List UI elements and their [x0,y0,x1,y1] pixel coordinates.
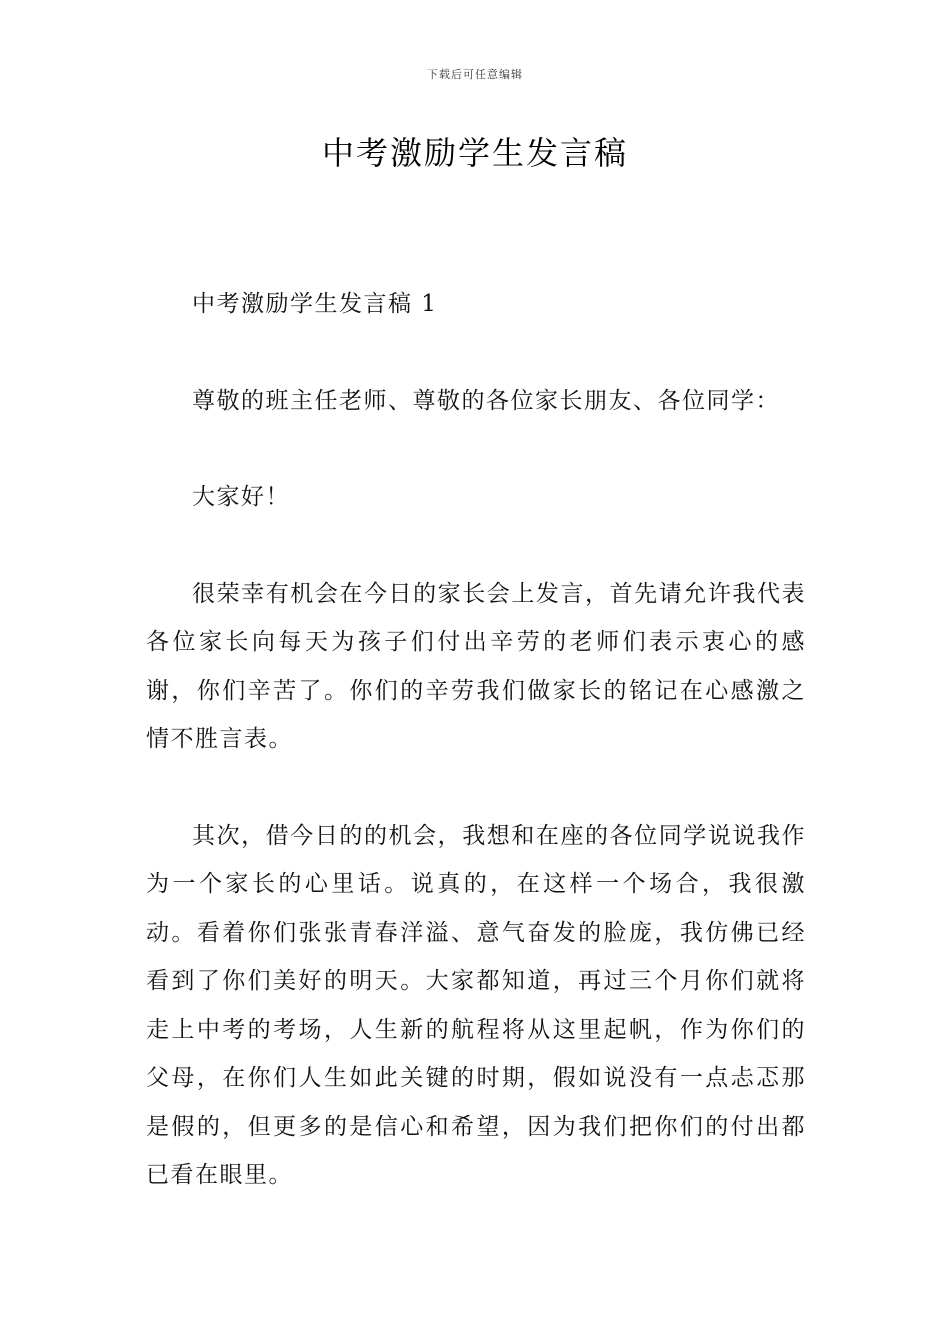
salutation: 尊敬的班主任老师、尊敬的各位家长朋友、各位同学： [192,387,780,414]
document-body [146,280,806,1200]
greeting: 大家好！ [192,484,290,510]
section-heading: 中考激励学生发言稿 1 [192,291,438,317]
header-note: 下载后可任意编辑 [427,68,523,81]
document-title: 中考激励学生发言稿 [321,134,628,172]
paragraph-2: 其次，借今日的的机会，我想和在座的各位同学说说我作为一个家长的心里话。说真的，在这样一个场合，我很激动。看着你们张张青春洋溢、意气奋发的脸庞，我仿佛已经看到了你们美好的明天。大家都知道，再过三个月你们就将走上中考的考场，人生新的航程将从这里起帆，作为你们的父母，在你们人生如此关键的时期，假如说没有一点忐忑那是假的，但更多的是信心和希望，因为我们把你们的付出都已看在眼里。 [146,822,806,1188]
paragraph-1: 很荣幸有机会在今日的家长会上发言，首先请允许我代表各位家长向每天为孩子们付出辛劳的老师们表示衷心的感谢，你们辛苦了。你们的辛劳我们做家长的铭记在心感激之情不胜言表。 [146,580,806,752]
